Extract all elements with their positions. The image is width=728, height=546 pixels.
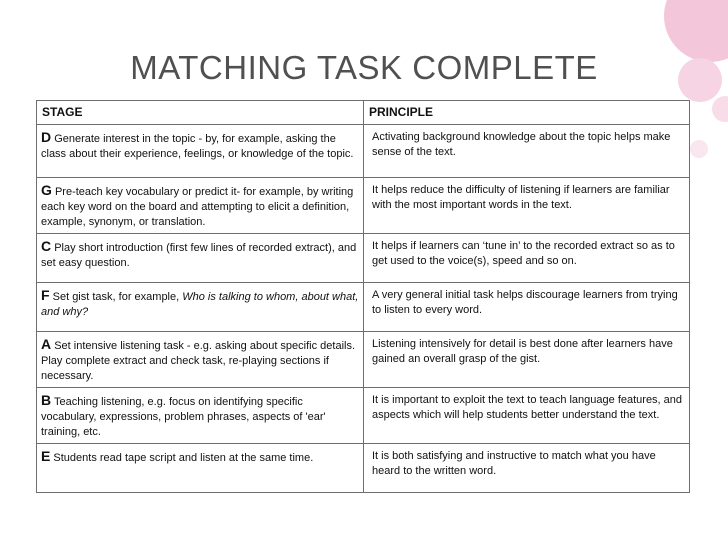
table-row — [37, 444, 690, 493]
stage-cell — [37, 178, 364, 234]
stage-cell — [37, 283, 364, 332]
stage-letter: D — [41, 129, 52, 145]
stage-cell — [37, 332, 364, 388]
table-row — [37, 388, 690, 444]
principle-cell: It helps reduce the difficulty of listening if learners are familiar with the most important words in the text. — [364, 178, 690, 234]
stage-text: Set gist task, for example, — [52, 291, 180, 303]
table-row — [37, 234, 690, 283]
table-header-row — [37, 101, 690, 125]
decorative-circle — [712, 96, 728, 122]
decorative-circle — [690, 140, 708, 158]
stage-text: Generate interest in the topic - by, for example, asking the class about their experience, feelings, or knowledge of the topic. — [41, 133, 354, 160]
stage-letter: F — [41, 287, 50, 303]
principle-cell: It is important to exploit the text to teach language features, and aspects which will help students better understand the text. — [364, 388, 690, 444]
stage-letter: E — [41, 448, 51, 464]
stage-cell — [37, 444, 364, 493]
stage-cell — [37, 234, 364, 283]
table-row — [37, 283, 690, 332]
stage-letter: A — [41, 336, 52, 352]
principle-cell: Listening intensively for detail is best done after learners have gained an overall grasp of the gist. — [364, 332, 690, 388]
stage-cell — [37, 388, 364, 444]
stage-letter: B — [41, 392, 52, 408]
header-stage: STAGE — [37, 101, 364, 125]
principle-cell: It helps if learners can ‘tune in’ to the recorded extract so as to get used to the voice(s), speed and so on. — [364, 234, 690, 283]
stage-text: Students read tape script and listen at the same time. — [53, 452, 314, 464]
table-row — [37, 332, 690, 388]
stage-italic-text: Who is talking to whom, about what, and why? — [41, 291, 359, 318]
principle-cell: It is both satisfying and instructive to match what you have heard to the written word. — [364, 444, 690, 493]
stage-cell — [37, 125, 364, 178]
stage-text: Play short introduction (first few lines of recorded extract), and set easy question. — [41, 242, 357, 269]
table-row — [37, 125, 690, 178]
principle-cell: A very general initial task helps discourage learners from trying to listen to every word. — [364, 283, 690, 332]
slide-title: MATCHING TASK COMPLETE — [130, 49, 598, 86]
stage-text: Pre-teach key vocabulary or predict it- for example, by writing each key word on the board and attempting to elicit a definition, example, synonym, or translation. — [41, 186, 354, 228]
matching-table — [36, 100, 690, 493]
stage-text: Set intensive listening task - e.g. asking about specific details. Play complete extract and check task, re-playing sections if necessary. — [41, 340, 356, 382]
stage-text: Teaching listening, e.g. focus on identifying specific vocabulary, expressions, problem phrases, aspects of 'ear' training, etc. — [41, 396, 326, 438]
header-principle: PRINCIPLE — [364, 101, 690, 125]
stage-letter: C — [41, 238, 52, 254]
principle-cell: Activating background knowledge about the topic helps make sense of the text. — [364, 125, 690, 178]
table-row — [37, 178, 690, 234]
stage-letter: G — [41, 182, 52, 198]
